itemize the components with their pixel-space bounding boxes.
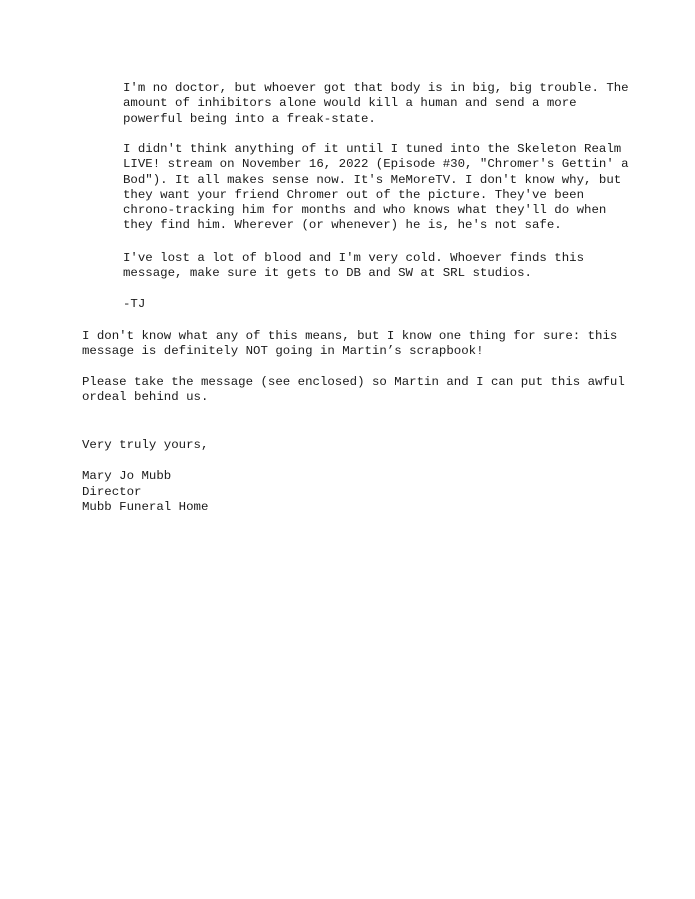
letter-paragraph-2: Please take the message (see enclosed) so Martin and I can put this awful ordeal behind us. [82, 375, 625, 405]
signature-name: Mary Jo Mubb [82, 469, 172, 483]
quoted-paragraph-1: I'm no doctor, but whoever got that body is in big, big trouble. The amount of inhibitors alone would kill a human and send a more powerful being into a freak-state. [123, 81, 629, 126]
signature-title: Director [82, 485, 142, 499]
letter-closing: Very truly yours, [82, 438, 209, 452]
quoted-paragraph-2: I didn't think anything of it until I tuned into the Skeleton Realm LIVE! stream on November 16, 2022 (Episode #30, "Chromer's Gettin' a Bod"). It all makes sense now. It's MeMoreTV. I don't know why, but they want your friend Chromer out of the picture. They've been chrono-tracking him for months and who knows what they'll do when they find him. Wherever (or whenever) he is, he's not safe. [123, 142, 629, 233]
quoted-paragraph-3: I've lost a lot of blood and I'm very cold. Whoever finds this message, make sure it gets to DB and SW at SRL studios. [123, 251, 585, 281]
signature-organization: Mubb Funeral Home [82, 500, 209, 514]
letter-paragraph-1: I don't know what any of this means, but I know one thing for sure: this message is definitely NOT going in Martin’s scrapbook! [82, 329, 618, 359]
quoted-signoff: -TJ [123, 297, 146, 311]
